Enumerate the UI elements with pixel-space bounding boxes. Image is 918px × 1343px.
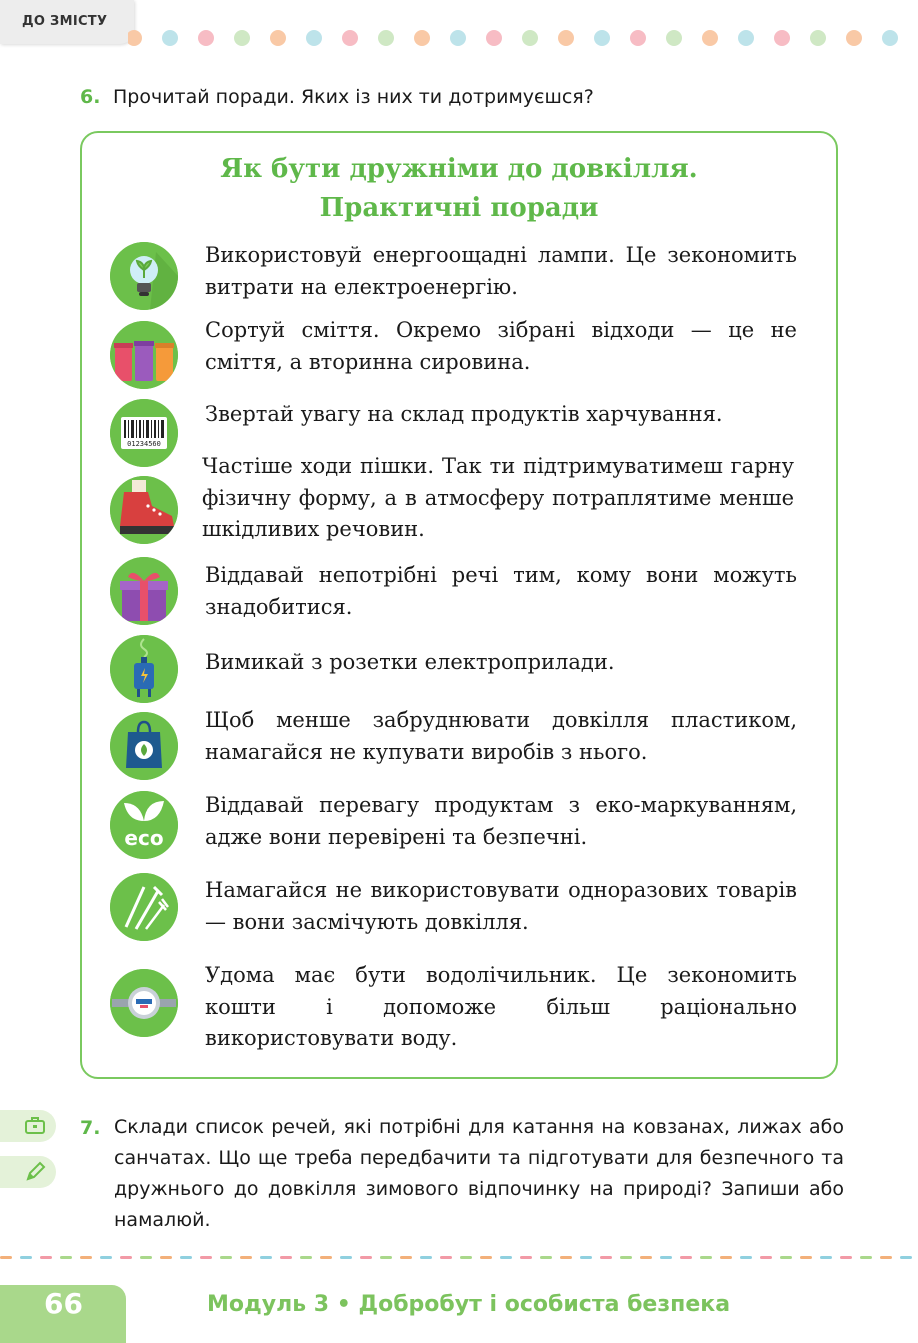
decorative-dot [162,30,178,46]
decorative-dot [810,30,826,46]
decorative-dash [380,1256,392,1259]
tip-text: Звертай увагу на склад продуктів харчування. [205,402,723,426]
decorative-dashed-line [0,1255,918,1261]
decorative-dash [420,1256,432,1259]
decorative-dot [234,30,250,46]
question-6-number: 6. [80,86,101,108]
decorative-dash [80,1256,92,1259]
decorative-dot [342,30,358,46]
pencil-tab[interactable] [0,1156,56,1188]
decorative-dash [700,1256,712,1259]
decorative-dash [480,1256,492,1259]
decorative-dash [320,1256,332,1259]
decorative-dash [580,1256,592,1259]
briefcase-tab[interactable] [0,1110,56,1142]
decorative-dash [740,1256,752,1259]
decorative-dot [666,30,682,46]
decorative-dot [450,30,466,46]
decorative-dash [140,1256,152,1259]
decorative-dash [620,1256,632,1259]
decorative-dash [120,1256,132,1259]
barcode-digits: 01234560 [127,440,161,448]
tips-box-title [0,150,918,228]
tip-text: Частіше ходи пішки. Так ти підтримуватимеш гарну фізичну форму, а в атмосферу потраплятиме менше шкідливих речовин. [202,454,794,541]
decorative-dash [560,1256,572,1259]
decorative-dot [378,30,394,46]
decorative-dot [198,30,214,46]
decorative-dot [306,30,322,46]
decorative-dash [240,1256,252,1259]
decorative-dash [660,1256,672,1259]
pencil-icon [24,1161,46,1183]
decorative-dash [0,1256,12,1259]
tip-text: Вимикай з розетки електроприлади. [205,650,615,674]
decorative-dots [128,29,908,47]
decorative-dash [460,1256,472,1259]
tip-text: Удома має бути водолічильник. Це зекономить кошти і допоможе більш раціонально використовувати воду. [205,963,797,1050]
light-bulb-icon [110,242,178,310]
power-plug-icon [110,635,178,703]
tips-box-title-line2: Практичні поради [319,193,599,223]
decorative-dash [280,1256,292,1259]
eco-label-icon [110,791,178,859]
decorative-dash [180,1256,192,1259]
decorative-dash [800,1256,812,1259]
eco-label-text: eco [124,826,164,850]
question-6-text: Прочитай поради. Яких із них ти дотримуєшся? [113,86,594,108]
recycling-bins-icon [110,321,178,389]
decorative-dot [774,30,790,46]
decorative-dot [558,30,574,46]
decorative-dot [702,30,718,46]
decorative-dash [220,1256,232,1259]
decorative-dot [594,30,610,46]
decorative-dash [780,1256,792,1259]
decorative-dash [500,1256,512,1259]
decorative-dash [820,1256,832,1259]
decorative-dash [20,1256,32,1259]
decorative-dash [540,1256,552,1259]
question-7-text: Склади список речей, які потрібні для катання на ковзанах, лижах або санчатах. Що ще треба передбачити та підготувати для безпечного та дружнього до довкілля зимового відпочинку на природі? Запиши або намалюй. [114,1116,844,1231]
decorative-dash [840,1256,852,1259]
decorative-dash [880,1256,892,1259]
decorative-dash [60,1256,72,1259]
eco-bag-icon [110,712,178,780]
decorative-dash [100,1256,112,1259]
decorative-dash [760,1256,772,1259]
tip-text: Сортуй сміття. Окремо зібрані відходи — це не сміття, а вторинна сировина. [205,318,797,374]
decorative-dot [486,30,502,46]
decorative-dot [738,30,754,46]
decorative-dash [40,1256,52,1259]
decorative-dot [522,30,538,46]
tips-box-title-line1: Як бути дружніми до довкілля. [220,154,698,184]
decorative-dot [414,30,430,46]
decorative-dot [846,30,862,46]
decorative-dash [360,1256,372,1259]
decorative-dot [270,30,286,46]
decorative-dash [680,1256,692,1259]
decorative-dash [600,1256,612,1259]
tip-text: Використовуй енергоощадні лампи. Це зекономить витрати на електроенергію. [205,243,797,299]
water-meter-icon [110,969,178,1037]
tip-text: Намагайся не використовувати одноразових товарів — вони засмічують довкілля. [205,878,797,934]
tip-text: Віддавай перевагу продуктам з еко-маркуванням, адже вони перевірені та безпечні. [205,793,797,849]
toc-link[interactable]: ДО ЗМІСТУ [0,0,134,44]
decorative-dash [400,1256,412,1259]
briefcase-icon [24,1115,46,1135]
decorative-dash [160,1256,172,1259]
shoe-icon [110,476,178,544]
barcode-icon [110,399,178,467]
gift-box-icon [110,557,178,625]
tip-text: Щоб менше забруднювати довкілля пластиком, намагайся не купувати виробів з нього. [205,708,797,764]
page-number: 66 [44,1287,83,1320]
decorative-dash [520,1256,532,1259]
decorative-dash [260,1256,272,1259]
decorative-dot [882,30,898,46]
decorative-dash [300,1256,312,1259]
decorative-dash [440,1256,452,1259]
decorative-dot [630,30,646,46]
decorative-dash [640,1256,652,1259]
decorative-dash [900,1256,912,1259]
question-7-number: 7. [80,1117,101,1139]
decorative-dash [200,1256,212,1259]
decorative-dash [340,1256,352,1259]
decorative-dash [720,1256,732,1259]
disposable-cutlery-icon [110,873,178,941]
decorative-dot [128,30,142,46]
decorative-dash [860,1256,872,1259]
tip-text: Віддавай непотрібні речі тим, кому вони можуть знадобитися. [205,563,797,619]
module-title: Модуль 3 • Добробут і особиста безпека [207,1292,731,1317]
